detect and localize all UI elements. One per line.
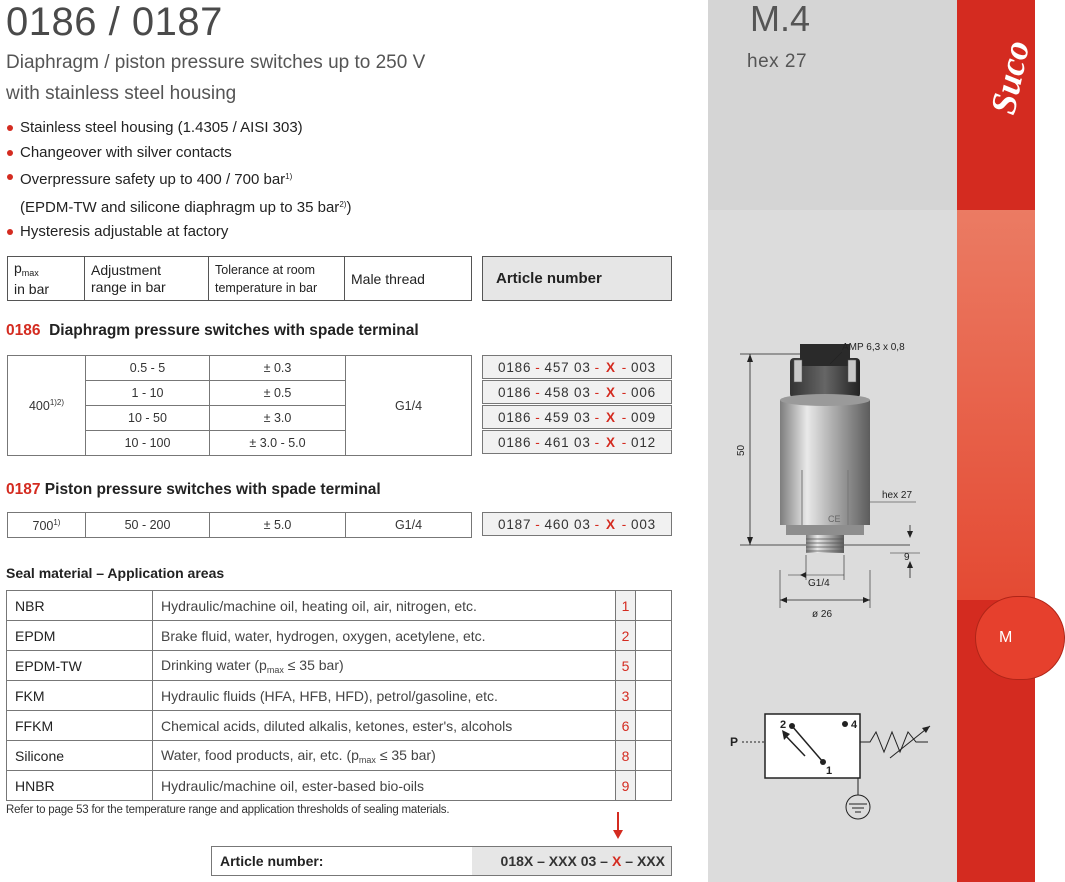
article-number-cell: 0186 - 457 03 - X - 003 bbox=[482, 355, 672, 379]
svg-text:2: 2 bbox=[780, 719, 787, 731]
seal-code: 2 bbox=[616, 621, 636, 651]
table-row bbox=[7, 651, 672, 681]
svg-text:hex 27: hex 27 bbox=[882, 490, 913, 501]
pressure-switch-drawing bbox=[720, 330, 930, 630]
seal-name: NBR bbox=[7, 591, 153, 621]
feature-item: Hysteresis adjustable at factory bbox=[6, 220, 351, 245]
seal-blank bbox=[636, 591, 672, 621]
subtitle-line-2: with stainless steel housing bbox=[6, 83, 237, 104]
table-0186 bbox=[7, 355, 472, 456]
seal-blank bbox=[636, 771, 672, 801]
seal-blank bbox=[636, 651, 672, 681]
feature-item: Changeover with silver contacts bbox=[6, 141, 351, 166]
seal-blank bbox=[636, 621, 672, 651]
section-0187-title: 0187 Piston pressure switches with spade terminal bbox=[6, 481, 381, 498]
seal-code: 3 bbox=[616, 681, 636, 711]
hex-size: hex 27 bbox=[747, 51, 808, 72]
seal-code: 6 bbox=[616, 711, 636, 741]
seal-note: Refer to page 53 for the temperature range and application thresholds of sealing materials. bbox=[6, 804, 450, 816]
thread-cell: G1/4 bbox=[346, 513, 472, 538]
table-row bbox=[7, 741, 672, 771]
svg-text:AMP 6,3 x 0,8: AMP 6,3 x 0,8 bbox=[842, 342, 905, 353]
seal-table bbox=[6, 590, 672, 801]
pmax-cell: $400^{1)2)}$ bbox=[8, 356, 86, 456]
range-cell: 10 - 50 bbox=[86, 406, 210, 431]
table-row bbox=[7, 591, 672, 621]
page-title: 0186 / 0187 bbox=[6, 0, 223, 44]
section-0186-title: 0186 Diaphragm pressure switches with spade terminal bbox=[6, 322, 419, 339]
table-row bbox=[7, 711, 672, 741]
tolerance-cell: ± 3.0 bbox=[210, 406, 346, 431]
col-thread: Male thread bbox=[351, 270, 425, 287]
col-tolerance: Tolerance at room temperature in bar bbox=[209, 257, 345, 300]
seal-name: EPDM-TW bbox=[7, 651, 153, 681]
col-article-number: Article number bbox=[482, 256, 672, 301]
seal-code: 1 bbox=[616, 591, 636, 621]
seal-desc: Hydraulic/machine oil, heating oil, air, nitrogen, etc. bbox=[153, 591, 616, 621]
suco-logo bbox=[962, 12, 1038, 120]
seal-blank bbox=[636, 741, 672, 771]
svg-text:1: 1 bbox=[826, 765, 833, 777]
table-0187 bbox=[7, 512, 472, 538]
subtitle-line-1: Diaphragm / piston pressure switches up to 250 V bbox=[6, 52, 426, 73]
tolerance-cell: ± 3.0 - 5.0 bbox=[210, 431, 346, 456]
range-cell: 50 - 200 bbox=[86, 513, 210, 538]
feature-item-continuation: (EPDM-TW and silicone diaphragm up to 35 bar$^{2)}$) bbox=[20, 198, 352, 216]
svg-text:G1/4: G1/4 bbox=[808, 578, 830, 589]
seal-name: FKM bbox=[7, 681, 153, 711]
tolerance-cell: ± 0.3 bbox=[210, 356, 346, 381]
seal-desc: Chemical acids, diluted alkalis, ketones, ester's, alcohols bbox=[153, 711, 616, 741]
tolerance-cell: ± 5.0 bbox=[210, 513, 346, 538]
seal-name: HNBR bbox=[7, 771, 153, 801]
model-code: M.4 bbox=[750, 0, 811, 39]
article-number-cell: 0186 - 458 03 - X - 006 bbox=[482, 380, 672, 404]
article-number-summary bbox=[211, 846, 672, 876]
seal-name: EPDM bbox=[7, 621, 153, 651]
col-pmax: $p_{max}$ in bar bbox=[8, 257, 85, 300]
brand-strip-gradient bbox=[957, 210, 1035, 600]
feature-list bbox=[6, 116, 351, 245]
svg-text:P: P bbox=[730, 735, 739, 749]
range-cell: 1 - 10 bbox=[86, 381, 210, 406]
side-panel-header bbox=[708, 0, 957, 210]
col-adjustment: Adjustment range in bar bbox=[85, 257, 209, 300]
pmax-cell: 700$^{1)}$ bbox=[8, 513, 86, 538]
seal-code: 8 bbox=[616, 741, 636, 771]
article-number-label: Article number: bbox=[220, 853, 324, 869]
table-row bbox=[7, 681, 672, 711]
arrow-down-icon bbox=[612, 812, 624, 840]
article-number-pattern: 018X – XXX 03 – X – XXX bbox=[472, 847, 671, 875]
svg-text:Suco: Suco bbox=[982, 36, 1038, 118]
seal-code: 5 bbox=[616, 651, 636, 681]
svg-text:4: 4 bbox=[851, 719, 858, 731]
seal-desc: Drinking water ($p_{max} \le 35$ bar) bbox=[153, 651, 616, 681]
seal-desc: Hydraulic/machine oil, ester-based bio-oils bbox=[153, 771, 616, 801]
seal-name: Silicone bbox=[7, 741, 153, 771]
article-number-cell: 0186 - 459 03 - X - 009 bbox=[482, 405, 672, 429]
range-cell: 0.5 - 5 bbox=[86, 356, 210, 381]
seal-blank bbox=[636, 681, 672, 711]
thread-cell: G1/4 bbox=[346, 356, 472, 456]
table-row bbox=[7, 771, 672, 801]
seal-desc: Hydraulic fluids (HFA, HFB, HFD), petrol/gasoline, etc. bbox=[153, 681, 616, 711]
range-cell: 10 - 100 bbox=[86, 431, 210, 456]
tolerance-cell: ± 0.5 bbox=[210, 381, 346, 406]
seal-desc: Brake fluid, water, hydrogen, oxygen, acetylene, etc. bbox=[153, 621, 616, 651]
svg-text:CE: CE bbox=[828, 514, 841, 524]
column-header bbox=[7, 256, 472, 301]
svg-text:ø 26: ø 26 bbox=[812, 609, 833, 620]
seal-name: FFKM bbox=[7, 711, 153, 741]
article-number-cell: 0186 - 461 03 - X - 012 bbox=[482, 430, 672, 454]
feature-item: Stainless steel housing (1.4305 / AISI 303) bbox=[6, 116, 351, 141]
switch-symbol-diagram bbox=[720, 700, 950, 830]
seal-code: 9 bbox=[616, 771, 636, 801]
seal-desc: Water, food products, air, etc. ($p_{max} \le 35$ bar) bbox=[153, 741, 616, 771]
feature-item: Overpressure safety up to 400 / 700 bar$^{1)}$ bbox=[6, 165, 351, 193]
seal-section-title: Seal material – Application areas bbox=[6, 565, 225, 581]
tab-m[interactable]: M bbox=[975, 596, 1065, 680]
table-row bbox=[7, 621, 672, 651]
svg-text:9: 9 bbox=[904, 552, 910, 563]
seal-blank bbox=[636, 711, 672, 741]
page-subtitle bbox=[6, 47, 425, 109]
article-number-cell: 0187 - 460 03 - X - 003 bbox=[482, 512, 672, 536]
svg-text:50: 50 bbox=[736, 444, 747, 456]
